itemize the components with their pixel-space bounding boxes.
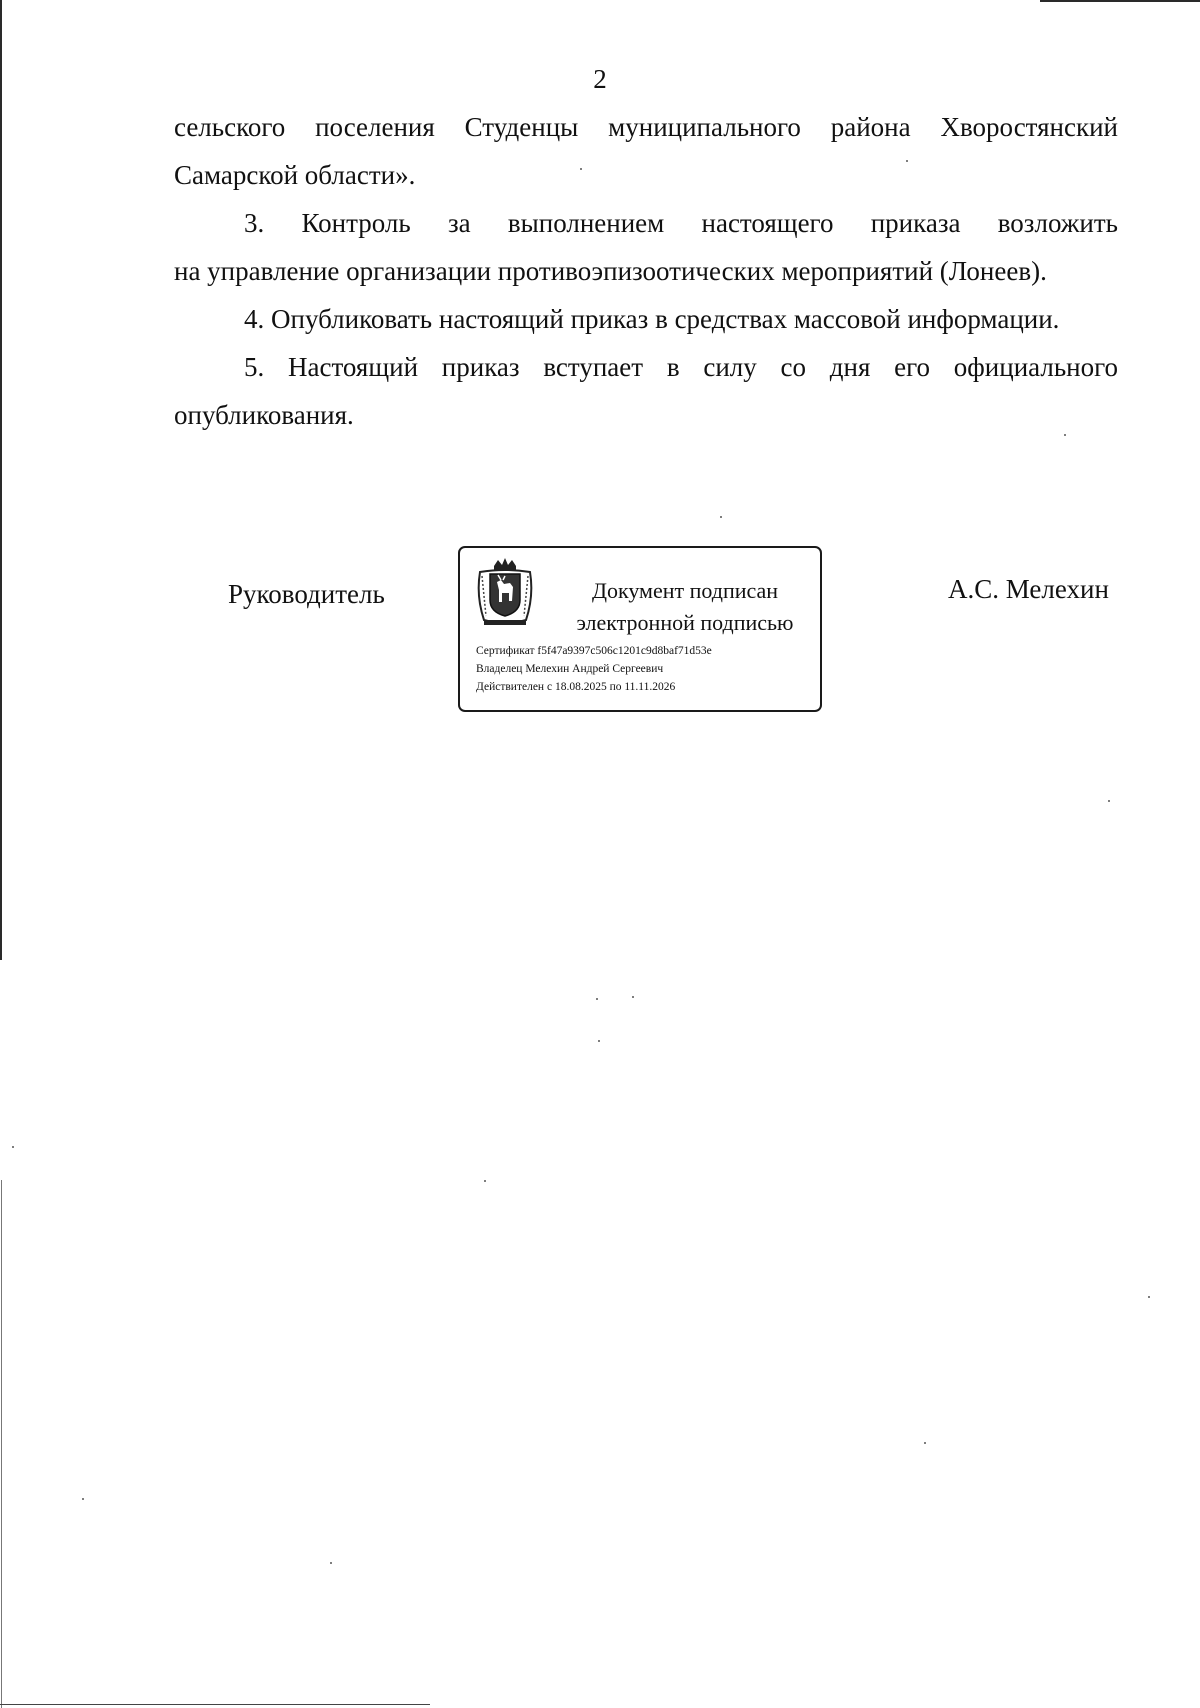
scan-speck	[330, 1562, 332, 1564]
scan-speck	[596, 998, 598, 1000]
stamp-certificate: Сертификат f5f47a9397c506c1201c9d8baf71d53e	[476, 645, 712, 657]
paragraph-item-3	[174, 199, 1118, 295]
signer-position: Руководитель	[228, 579, 385, 609]
stamp-title	[560, 575, 810, 639]
scan-speck	[1108, 800, 1110, 802]
scan-edge-line	[0, 0, 2, 960]
stamp-owner: Владелец Мелехин Андрей Сергеевич	[476, 663, 664, 675]
stamp-title-line: электронной подписью	[576, 610, 794, 635]
paragraph-continuation	[174, 103, 1118, 199]
scan-edge-line	[1040, 0, 1200, 2]
paragraph-line: 5. Настоящий приказ вступает в силу со дня его официального	[244, 352, 1118, 382]
page-number: 2	[593, 64, 607, 94]
electronic-signature-stamp	[458, 546, 822, 712]
scan-speck	[12, 1146, 14, 1148]
paragraph-line: сельского поселения Студенцы муниципального района Хворостянский	[174, 112, 1118, 142]
paragraph-item-4: 4. Опубликовать настоящий приказ в средствах массовой информации.	[244, 304, 1060, 334]
scan-speck	[924, 1442, 926, 1444]
stamp-validity: Действителен с 18.08.2025 по 11.11.2026	[476, 681, 676, 693]
signer-name: А.С. Мелехин	[948, 574, 1109, 604]
paragraph-line: 3. Контроль за выполнением настоящего приказа возложить	[244, 208, 1118, 238]
scan-speck	[598, 1040, 600, 1042]
scan-edge-line	[1, 1180, 2, 1708]
paragraph-line: на управление организации противоэпизоотических мероприятий (Лонеев).	[174, 256, 1047, 286]
scan-speck	[632, 996, 634, 998]
scan-speck	[484, 1180, 486, 1182]
paragraph-line: опубликования.	[174, 400, 354, 430]
scan-speck	[82, 1498, 84, 1500]
paragraph-line: Самарской области».	[174, 160, 416, 190]
scan-speck	[720, 516, 722, 518]
scan-speck	[1148, 1296, 1150, 1298]
paragraph-item-5	[174, 343, 1118, 439]
stamp-title-line: Документ подписан	[591, 578, 779, 603]
samara-region-coat-of-arms-icon	[474, 556, 536, 628]
scan-edge-line	[0, 1704, 430, 1705]
